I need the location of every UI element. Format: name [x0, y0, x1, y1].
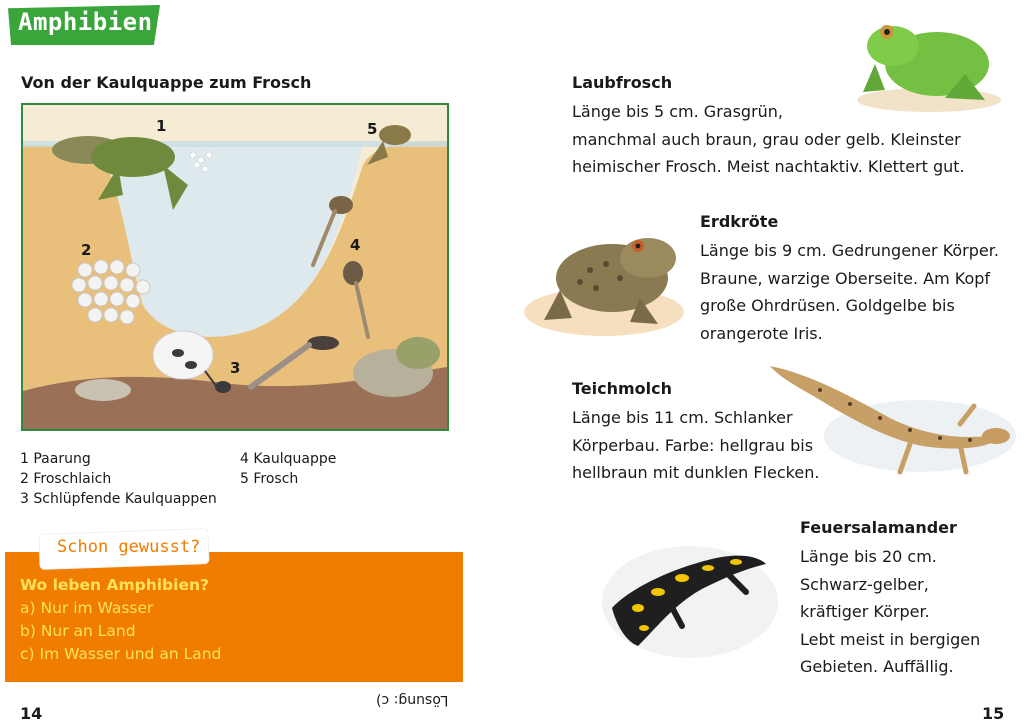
description-line: manchmal auch braun, grau oder gelb. Kleinster	[572, 129, 961, 149]
species-description-erdkroete	[700, 237, 999, 347]
marker-4: 4	[350, 236, 361, 254]
fire-salamander-illustration-icon	[598, 530, 780, 662]
description-line: hellbraun mit dunklen Flecken.	[572, 463, 820, 482]
species-description-laubfrosch	[572, 98, 965, 181]
quiz-solution: Lösung: c)	[376, 692, 449, 708]
description-line: Braune, warzige Oberseite. Am Kopf	[700, 268, 991, 288]
description-line: Länge bis 5 cm. Grasgrün,	[572, 102, 784, 121]
description-line: Gebieten. Auffällig.	[800, 657, 954, 676]
description-line: Länge bis 20 cm.	[800, 547, 937, 566]
marker-3: 3	[230, 359, 241, 377]
marker-2: 2	[81, 241, 92, 259]
toad-illustration-icon	[520, 220, 688, 338]
diagram-heading: Von der Kaulquappe zum Frosch	[21, 73, 312, 92]
legend-item: 1 Paarung	[20, 451, 91, 467]
page-number-right: 15	[982, 704, 1005, 723]
legend-right	[240, 449, 336, 489]
species-name-feuersalamander: Feuersalamander	[800, 518, 957, 537]
description-line: Körperbau. Farbe: hellgrau bis	[572, 435, 814, 455]
species-name-erdkroete: Erdkröte	[700, 212, 779, 231]
species-name-laubfrosch: Laubfrosch	[572, 73, 673, 92]
legend-item: 3 Schlüpfende Kaulquappen	[20, 491, 217, 507]
lifecycle-illustration	[21, 103, 449, 431]
legend-item: 4 Kaulquappe	[240, 451, 337, 467]
quiz-option: a) Nur im Wasser	[20, 599, 154, 617]
quiz-option: b) Nur an Land	[20, 622, 136, 640]
species-description-teichmolch	[572, 404, 819, 487]
description-line: Länge bis 11 cm. Schlanker	[572, 408, 793, 427]
description-line: große Ohrdrüsen. Goldgelbe bis	[700, 296, 955, 315]
marker-1: 1	[156, 117, 167, 135]
description-line: orangerote Iris.	[700, 323, 823, 343]
legend-item: 5 Frosch	[240, 471, 299, 487]
marker-5: 5	[367, 120, 378, 138]
legend-left	[20, 449, 217, 509]
quiz-tag-label: Schon gewusst?	[57, 537, 201, 557]
page-number-left: 14	[20, 704, 43, 723]
quiz-content	[20, 574, 221, 666]
description-line: heimischer Frosch. Meist nachtaktiv. Klettert gut.	[572, 157, 965, 176]
description-line: kräftiger Körper.	[800, 602, 930, 621]
quiz-option: c) Im Wasser und an Land	[20, 645, 222, 663]
description-line: Lebt meist in bergigen	[800, 629, 981, 649]
pond-cross-section-icon	[23, 105, 447, 429]
quiz-question: Wo leben Amphibien?	[20, 576, 209, 594]
section-title: Amphibien	[18, 8, 153, 36]
description-line: Schwarz-gelber,	[800, 574, 929, 594]
species-name-teichmolch: Teichmolch	[572, 379, 673, 398]
description-line: Länge bis 9 cm. Gedrungener Körper.	[700, 241, 999, 260]
species-description-feuersalamander	[800, 543, 980, 681]
legend-item: 2 Froschlaich	[20, 471, 112, 487]
